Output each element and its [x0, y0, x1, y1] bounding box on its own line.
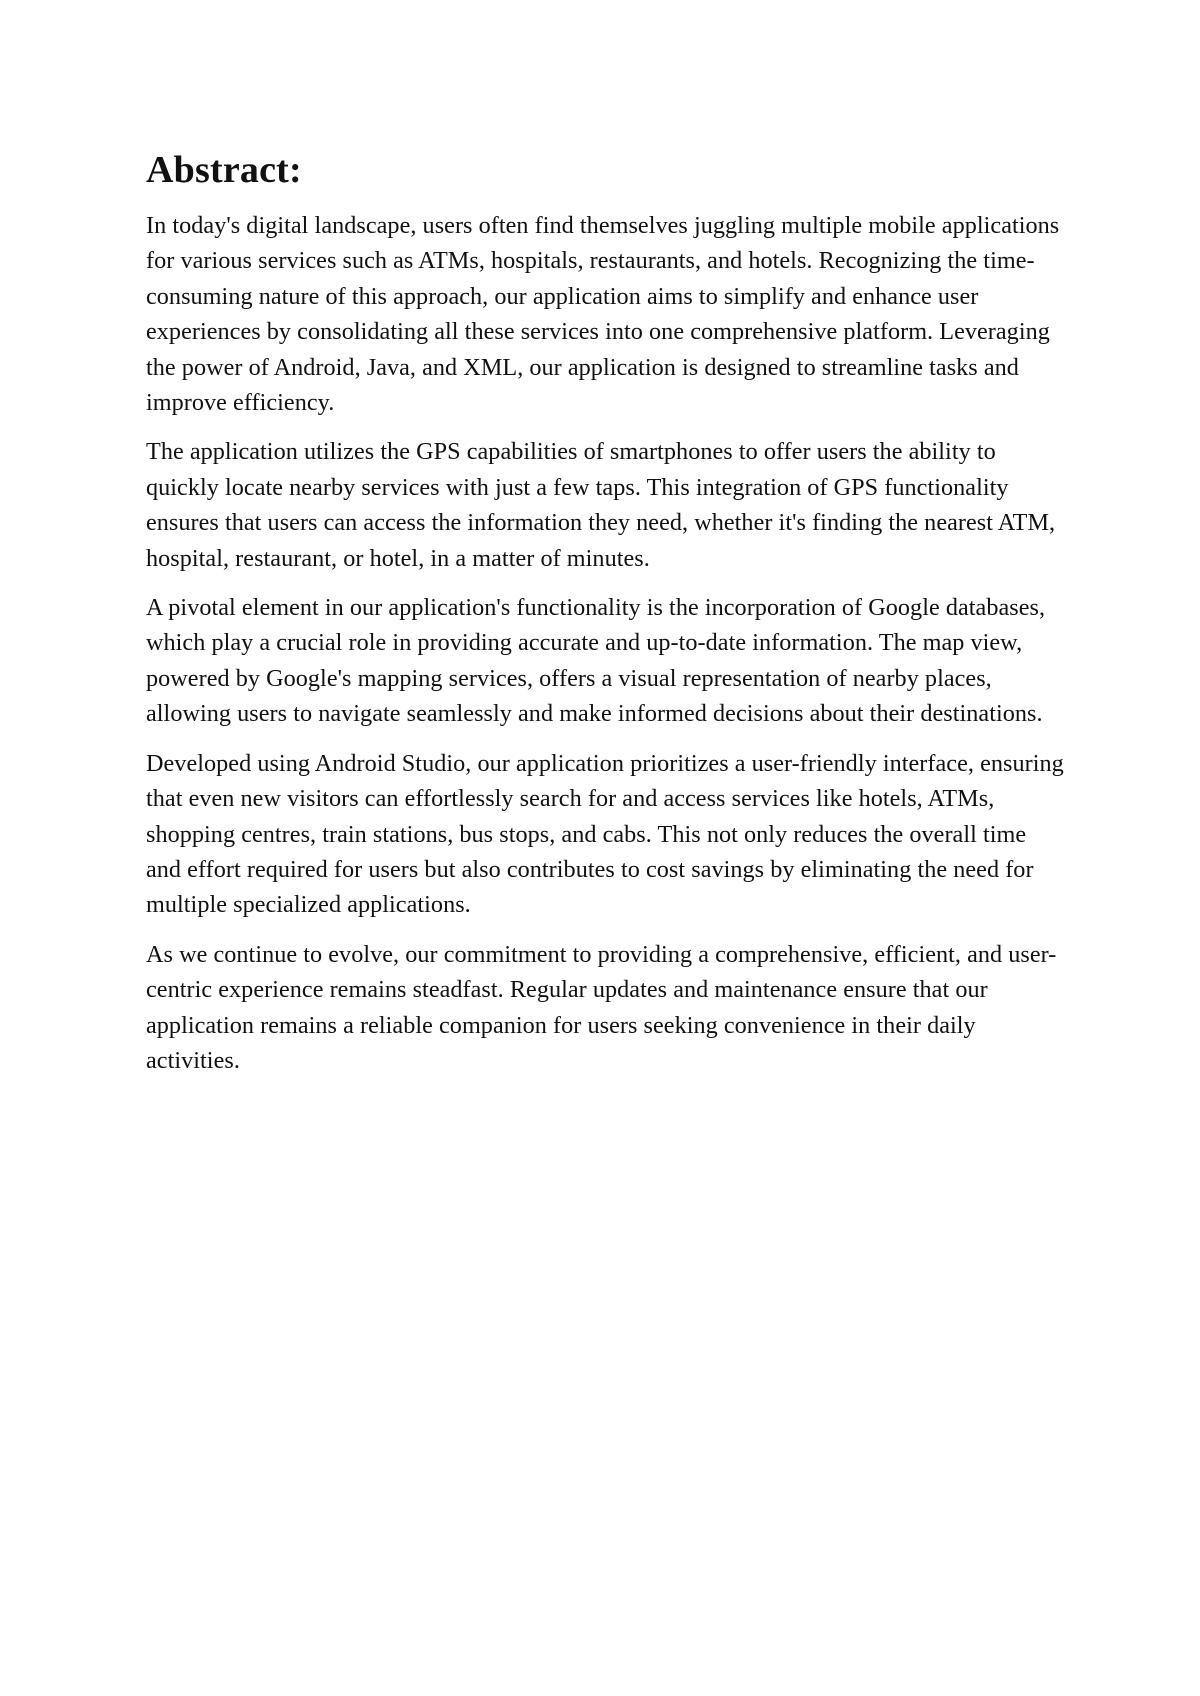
paragraph: In today's digital landscape, users often find themselves juggling multiple mobile applications for various services such as ATMs, hospitals, restaurants, and hotels. Recognizing the time-consuming nature of this approach, our application aims to simplify and enhance user experiences by consolidating all these services into one comprehensive platform. Leveraging the power of Android, Java, and XML, our application is designed to streamline tasks and improve efficiency.: [146, 212, 1060, 417]
paragraph: The application utilizes the GPS capabilities of smartphones to offer users the ability to quickly locate nearby services with just a few taps. This integration of GPS functionality ensures that users can access the information they need, whether it's finding the nearest ATM, hospital, restaurant, or hotel, in a matter of minutes.: [146, 438, 1056, 572]
paragraph: Developed using Android Studio, our application prioritizes a user-friendly interface, ensuring that even new visitors can effortlessly search for and access services like hotels, ATMs, shopping centres, train stations, bus stops, and cabs. This not only reduces the overall time and effort required for users but also contributes to cost savings by eliminating the need for multiple specialized applications.: [146, 749, 1064, 919]
paragraph: As we continue to evolve, our commitment to providing a comprehensive, efficient, and user-centric experience remains steadfast. Regular updates and maintenance ensure that our application remains a reliable companion for users seeking convenience in their daily activities.: [146, 940, 1057, 1074]
paragraph: A pivotal element in our application's functionality is the incorporation of Google databases, which play a crucial role in providing accurate and up-to-date information. The map view, powered by Google's mapping services, offers a visual representation of nearby places, allowing users to navigate seamlessly and make informed decisions about their destinations.: [146, 594, 1046, 728]
document-body: [146, 146, 1066, 1092]
page-title: Abstract:: [146, 149, 302, 191]
